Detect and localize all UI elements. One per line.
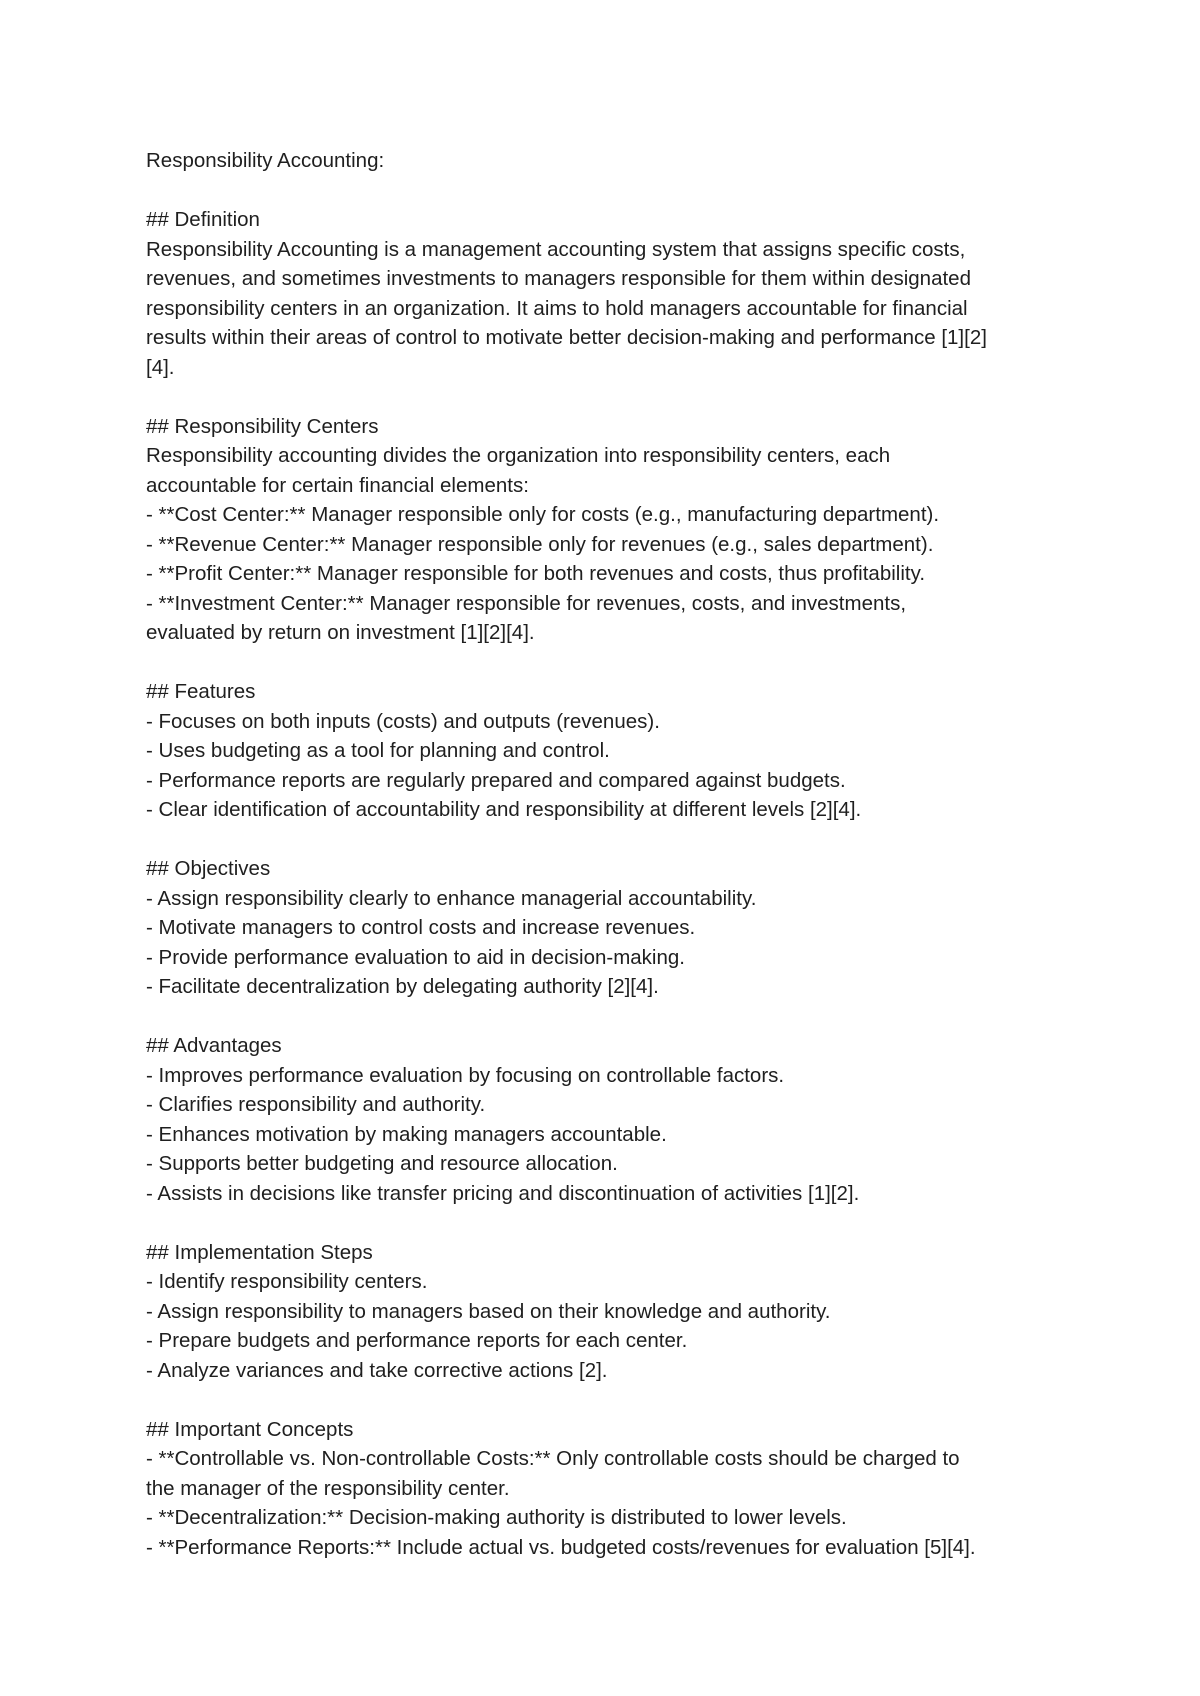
advantages-list-item: - Improves performance evaluation by focusing on controllable factors. [146, 1063, 785, 1087]
section-heading-features: ## Features [146, 680, 256, 703]
centers-list-item: - **Revenue Center:** Manager responsible only for revenues (e.g., sales department). [146, 532, 934, 556]
spacer [146, 825, 1066, 855]
definition-line: responsibility centers in an organization. It aims to hold managers accountable for financial [146, 296, 968, 320]
objectives-list-item: - Motivate managers to control costs and increase revenues. [146, 916, 696, 939]
concepts-list-item: - **Controllable vs. Non-controllable Costs:** Only controllable costs should be charged to [146, 1447, 960, 1470]
features-list-item: - Performance reports are regularly prepared and compared against budgets. [146, 768, 846, 792]
centers-list-item: - **Cost Center:** Manager responsible only for costs (e.g., manufacturing department). [146, 503, 940, 526]
document-title: Responsibility Accounting: [146, 149, 385, 172]
spacer [146, 1385, 1066, 1415]
centers-line: accountable for certain financial elements: [146, 473, 529, 497]
steps-list-item: - Identify responsibility centers. [146, 1270, 428, 1293]
features-list-item: - Clear identification of accountability and responsibility at different levels [2][4]. [146, 798, 862, 821]
objectives-list-item: - Facilitate decentralization by delegating authority [2][4]. [146, 975, 659, 998]
section-heading-responsibility-centers: ## Responsibility Centers [146, 414, 379, 438]
section-heading-important-concepts: ## Important Concepts [146, 1417, 354, 1441]
steps-list-item: - Analyze variances and take corrective actions [2]. [146, 1358, 608, 1382]
document-page [146, 146, 1066, 1562]
steps-list-item: - Assign responsibility to managers based on their knowledge and authority. [146, 1299, 831, 1323]
spacer [146, 648, 1066, 678]
advantages-list-item: - Assists in decisions like transfer pricing and discontinuation of activities [1][2]. [146, 1181, 860, 1205]
section-heading-definition: ## Definition [146, 208, 260, 231]
objectives-list-item: - Assign responsibility clearly to enhance managerial accountability. [146, 886, 757, 910]
concepts-list-item: - **Decentralization:** Decision-making authority is distributed to lower levels. [146, 1506, 847, 1529]
centers-list-item: - **Investment Center:** Manager responsible for revenues, costs, and investments, [146, 591, 907, 615]
spacer [146, 382, 1066, 412]
section-heading-objectives: ## Objectives [146, 857, 271, 880]
centers-list-item: evaluated by return on investment [1][2][4]. [146, 621, 535, 644]
steps-list-item: - Prepare budgets and performance reports for each center. [146, 1329, 688, 1352]
advantages-list-item: - Enhances motivation by making managers accountable. [146, 1122, 667, 1146]
objectives-list-item: - Provide performance evaluation to aid in decision-making. [146, 945, 685, 969]
concepts-list-item: the manager of the responsibility center. [146, 1476, 510, 1500]
centers-line: Responsibility accounting divides the organization into responsibility centers, each [146, 444, 891, 467]
concepts-list-item: - **Performance Reports:** Include actual vs. budgeted costs/revenues for evaluation [5][4]. [146, 1535, 976, 1559]
spacer [146, 1002, 1066, 1032]
definition-line: results within their areas of control to motivate better decision-making and performance [1][2] [146, 326, 987, 349]
definition-line: revenues, and sometimes investments to managers responsible for them within designated [146, 267, 971, 290]
definition-line: Responsibility Accounting is a management accounting system that assigns specific costs, [146, 237, 966, 261]
centers-list-item: - **Profit Center:** Manager responsible for both revenues and costs, thus profitability. [146, 562, 926, 585]
features-list-item: - Uses budgeting as a tool for planning and control. [146, 739, 610, 762]
definition-line: [4]. [146, 355, 175, 379]
advantages-list-item: - Supports better budgeting and resource allocation. [146, 1152, 618, 1175]
spacer [146, 1208, 1066, 1238]
features-list-item: - Focuses on both inputs (costs) and outputs (revenues). [146, 709, 660, 733]
advantages-list-item: - Clarifies responsibility and authority. [146, 1093, 486, 1116]
spacer [146, 176, 1066, 206]
section-heading-implementation-steps: ## Implementation Steps [146, 1240, 373, 1264]
section-heading-advantages: ## Advantages [146, 1034, 282, 1057]
